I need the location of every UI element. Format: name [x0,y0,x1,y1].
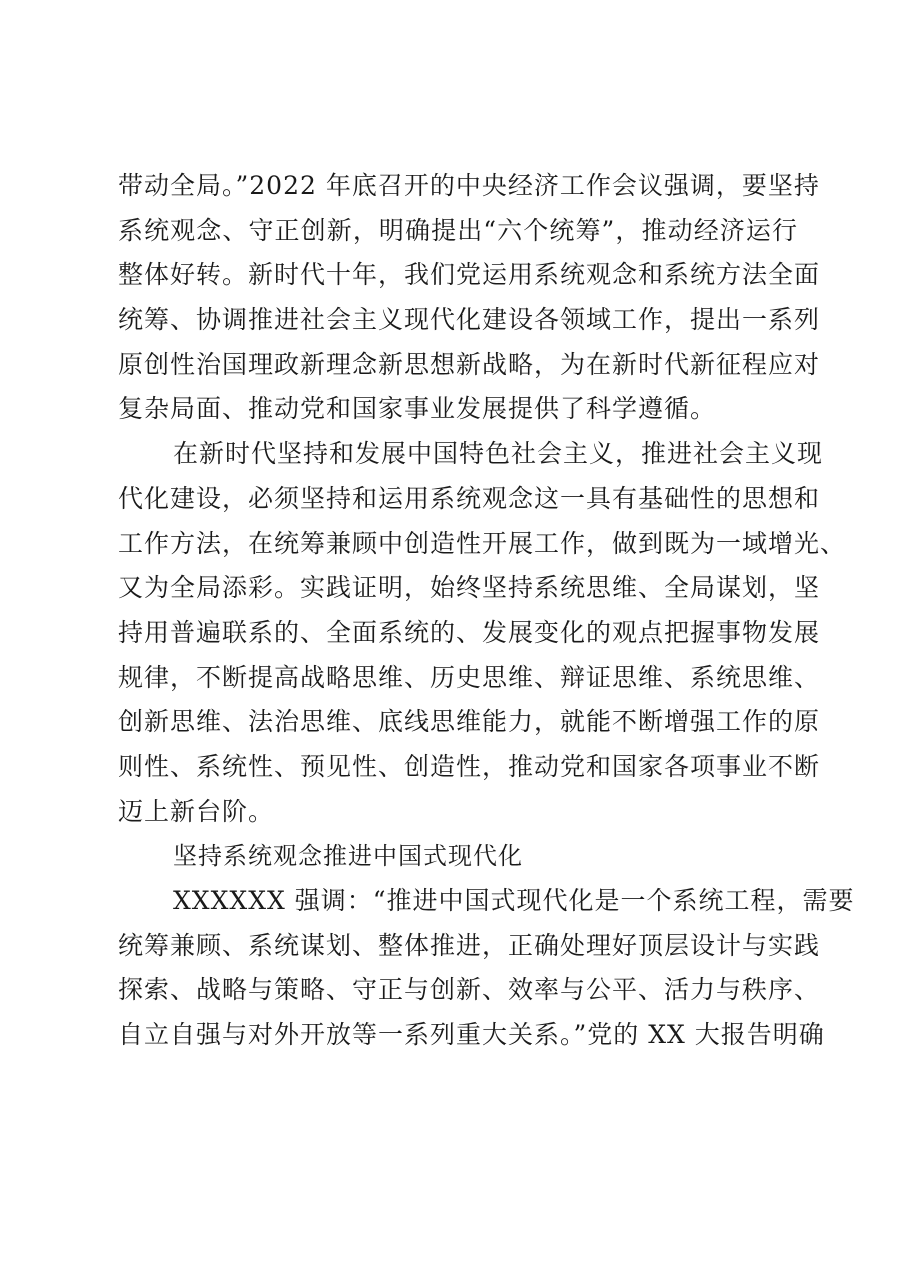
paragraph-2-line-1: 在新时代坚持和发展中国特色社会主义，推进社会主义现 [173,439,824,469]
paragraph-2-line-7: 创新思维、法治思维、底线思维能力，就能不断增强工作的原 [118,707,821,737]
paragraph-2-line-5: 持用普遍联系的、全面系统的、发展变化的观点把握事物发展 [118,617,821,647]
paragraph-1-line-5: 原创性治国理政新理念新思想新战略，为在新时代新征程应对 [118,349,821,379]
paragraph-3-line-2: 统筹兼顾、系统谋划、整体推进，正确处理好顶层设计与实践 [118,930,821,960]
paragraph-2-line-4: 又为全局添彩。实践证明，始终坚持系统思维、全局谋划，坚 [118,573,821,603]
paragraph-3-line-4: 自立自强与对外开放等一系列重大关系。”党的 XX 大报告明确 [118,1020,825,1050]
paragraph-2-line-6: 规律，不断提高战略思维、历史思维、辩证思维、系统思维、 [118,662,821,692]
paragraph-1-line-3: 整体好转。新时代十年，我们党运用系统观念和系统方法全面 [118,260,821,290]
paragraph-3-line-1: XXXXXX 强调：“推进中国式现代化是一个系统工程，需要 [173,886,855,915]
paragraph-2-line-3: 工作方法，在统筹兼顾中创造性开展工作，做到既为一域增光、 [118,528,847,558]
document-body [118,164,855,1058]
paragraph-2-line-9: 迈上新台阶。 [118,796,275,826]
section-heading: 坚持系统观念推进中国式现代化 [173,842,523,871]
paragraph-2-line-8: 则性、系统性、预见性、创造性，推动党和国家各项事业不断 [118,751,821,781]
paragraph-3-line-3: 探索、战略与策略、守正与创新、效率与公平、活力与秩序、 [118,975,821,1005]
paragraph-1-line-4: 统筹、协调推进社会主义现代化建设各领域工作，提出一系列 [118,305,821,335]
paragraph-2-line-2: 代化建设，必须坚持和运用系统观念这一具有基础性的思想和 [118,483,821,513]
paragraph-1-line-1: 带动全局。”2022 年底召开的中央经济工作会议强调，要坚持 [118,171,820,200]
paragraph-1-line-6: 复杂局面、推动党和国家事业发展提供了科学遵循。 [118,394,717,424]
paragraph-1-line-2: 系统观念、守正创新，明确提出“六个统筹”，推动经济运行 [118,215,798,245]
